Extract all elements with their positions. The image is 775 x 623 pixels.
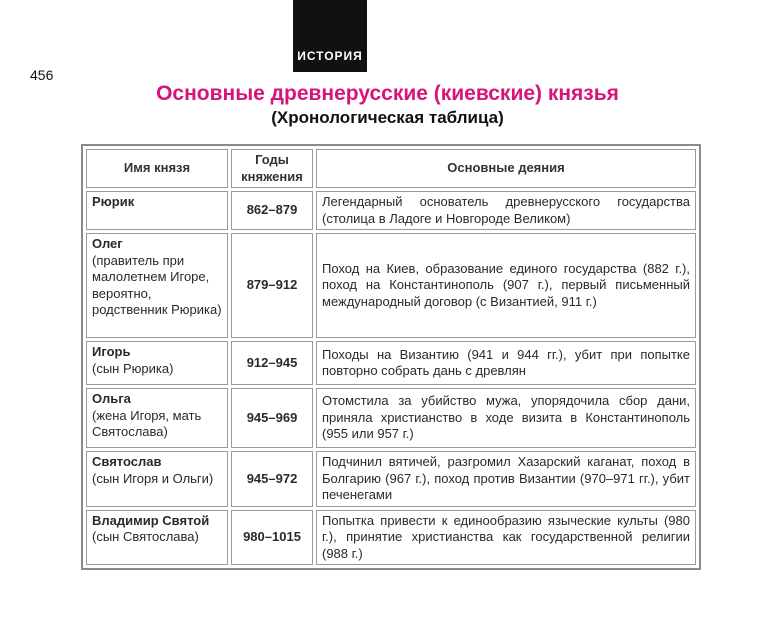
section-tab [293,0,367,72]
table-row [86,233,696,338]
prince-note: (сын Святослава) [92,529,199,544]
prince-note: (сын Игоря и Ольги) [92,470,214,486]
prince-name: Олег [92,236,123,251]
main-deeds: Подчинил вятичей, разгромил Хазарский каганат, поход в Болгарию (967 г.), поход против Византии (970–971 гг.), убит печенегами [316,451,696,507]
table-row [86,341,696,385]
main-deeds: Отомстила за убийство мужа, упорядочила сбор дани, приняла христианство в ходе визита в Константинополь (955 или 957 г.) [316,388,696,448]
princes-table-frame [81,144,701,570]
main-deeds: Походы на Византию (941 и 944 гг.), убит при попытке повторно собрать дань с древлян [316,341,696,385]
prince-note: (сын Рюрика) [92,360,174,376]
reign-years: 945–969 [231,388,313,448]
prince-name-cell [86,388,228,448]
main-deeds: Попытка привести к единообразию языческие культы (980 г.), принятие христианства как государственной религии (988 г.) [316,510,696,566]
prince-name: Ольга [92,391,131,406]
header-years: Годы княжения [231,149,313,188]
main-deeds: Поход на Киев, образование единого государства (882 г.), поход на Константинополь (907 г.), первый письменный международный договор (с Византией, 911 г.) [316,233,696,338]
reign-years: 862–879 [231,191,313,230]
table-row [86,451,696,507]
prince-name: Святослав [92,454,162,469]
reign-years: 980–1015 [231,510,313,566]
prince-name-cell [86,191,228,230]
table-row [86,510,696,566]
page-title: Основные древнерусские (киевские) князья [156,82,619,105]
prince-name: Рюрик [92,194,135,209]
header-name: Имя князя [86,149,228,188]
prince-name-cell [86,451,228,507]
table-row [86,191,696,230]
reign-years: 945–972 [231,451,313,507]
header-deeds: Основные деяния [316,149,696,188]
reign-years: 912–945 [231,341,313,385]
table-row [86,388,696,448]
main-deeds: Легендарный основатель древнерусского государства (столица в Ладоге и Новгороде Великом) [316,191,696,230]
page-subtitle: (Хронологическая таблица) [271,108,504,127]
princes-table [83,146,699,568]
prince-name: Игорь [92,344,131,359]
page-number: 456 [30,67,54,83]
prince-note: (жена Игоря, мать Святослава) [92,407,202,439]
section-label: ИСТОРИЯ [297,49,363,63]
prince-name: Владимир Святой [92,512,210,528]
prince-name-cell [86,341,228,385]
prince-note: (правитель при малолетнем Игоре, вероятно, родственник Рюрика) [92,252,222,317]
reign-years: 879–912 [231,233,313,338]
prince-name-cell [86,233,228,338]
table-header-row [86,149,696,188]
prince-name-cell [86,510,228,566]
